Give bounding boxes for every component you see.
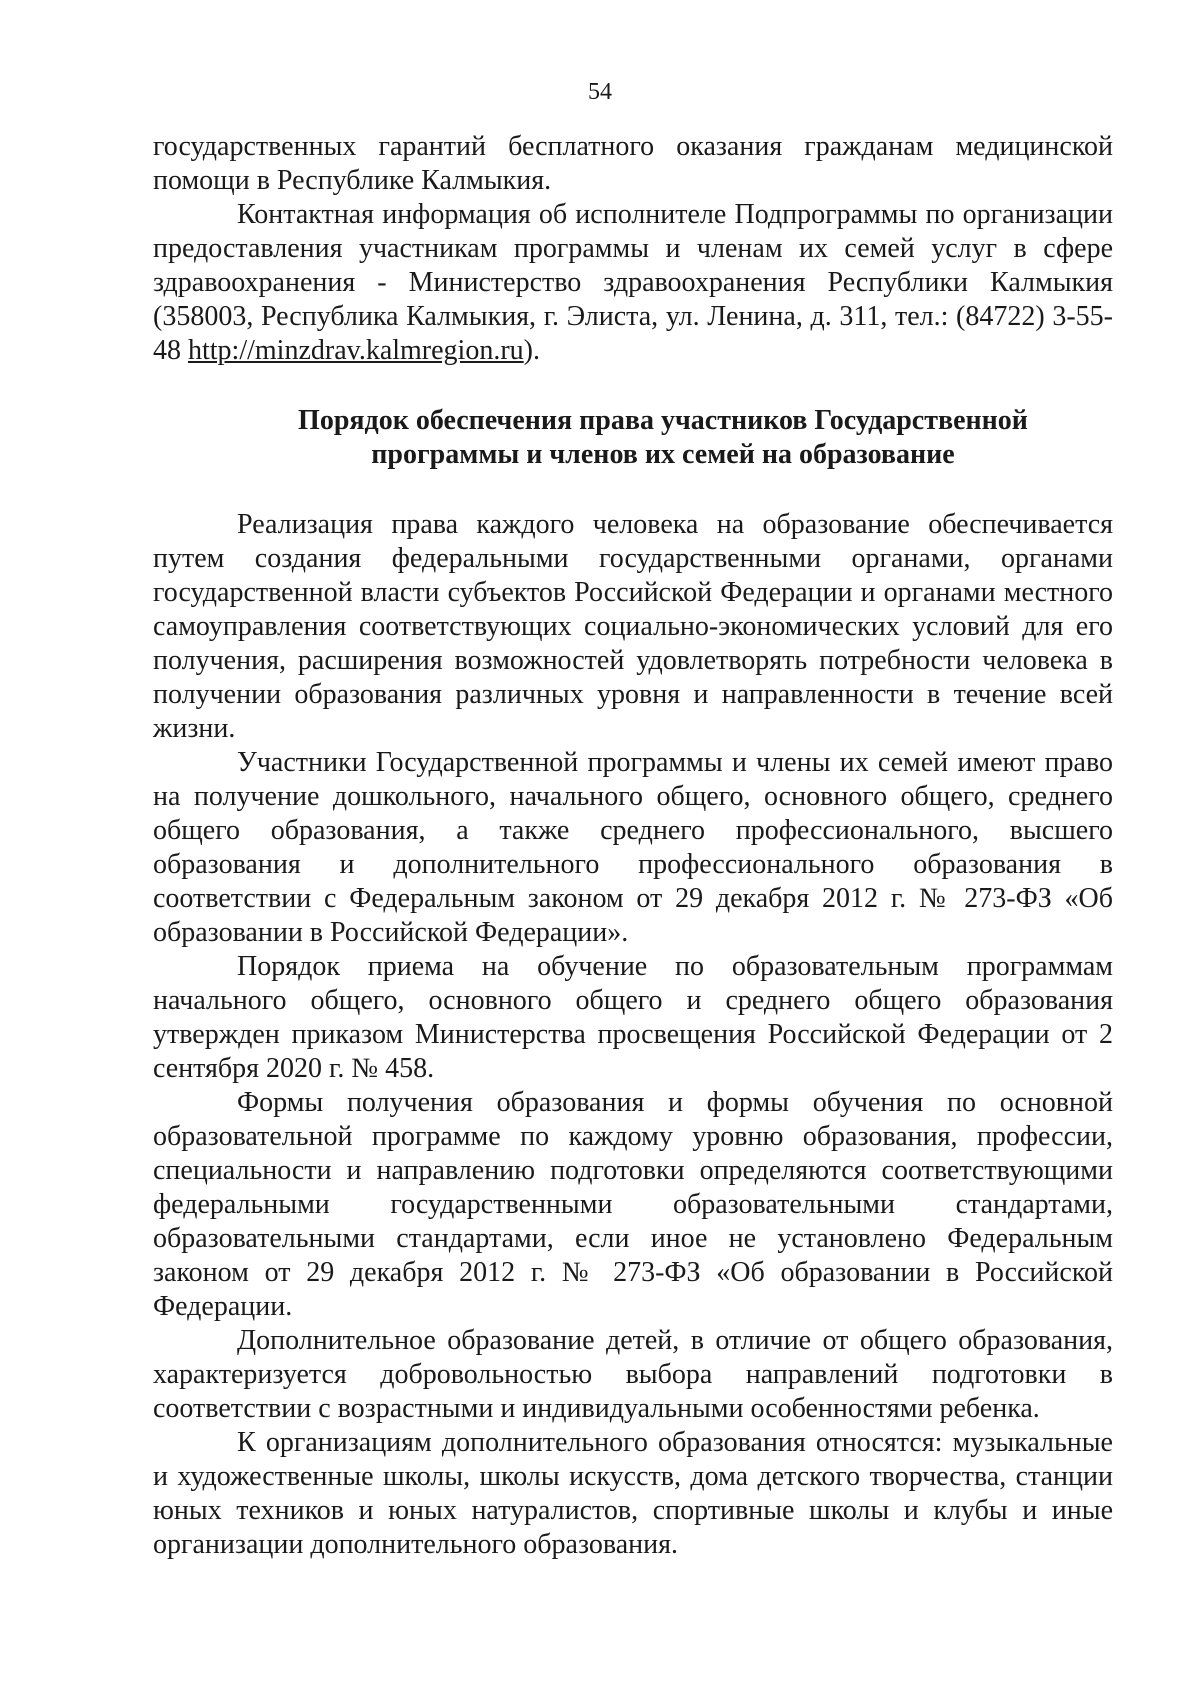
section-heading-line-1: Порядок обеспечения права участников Государственной [298, 405, 1028, 436]
contact-text: Контактная информация об исполнителе Подпрограммы по организации предоставления участникам программы и членам их семей услуг в сфере здравоохранения - Министерство здравоохранения Республики Калмыкия (358003, Республика Калмыкия, г. Элиста, ул. Ленина, д. 311, тел.: (84722) 3-55-48 [153, 199, 1113, 366]
ministry-website-link[interactable]: http://minzdrav.kalmregion.ru [188, 335, 524, 366]
section-heading-line-2: программы и членов их семей на образование [371, 439, 955, 470]
paragraph-participants-rights: Участники Государственной программы и члены их семей имеют право на получение дошкольного, начального общего, основного общего, среднего общего образования, а также среднего профессионального, высшего образования и дополнительного профессионального образования в соответствии с Федеральным законом от 29 декабря 2012 г. № 273-ФЗ «Об образовании в Российской Федерации». [153, 747, 1113, 948]
intro-continuation: государственных гарантий бесплатного оказания гражданам медицинской помощи в Республике Калмыкия. [153, 131, 1113, 196]
paragraph-additional-education-organizations: К организациям дополнительного образования относятся: музыкальные и художественные школы, школы искусств, дома детского творчества, станции юных техников и юных натуралистов, спортивные школы и клубы и иные организации дополнительного образования. [153, 1427, 1113, 1560]
page-content [153, 130, 1113, 1562]
paragraph-additional-education: Дополнительное образование детей, в отличие от общего образования, характеризуется добровольностью выбора направлений подготовки в соответствии с возрастными и индивидуальными особенностями ребенка. [153, 1325, 1113, 1424]
page-number: 54 [588, 79, 612, 105]
contact-end: ). [523, 335, 540, 366]
paragraph-forms-of-education: Формы получения образования и формы обучения по основной образовательной программе по каждому уровню образования, профессии, специальности и направлению подготовки определяются соответствующими федеральными государственными образовательными стандартами, образовательными стандартами, если иное не установлено Федеральным законом от 29 декабря 2012 г. № 273-ФЗ «Об образовании в Российской Федерации. [153, 1087, 1113, 1322]
contact-paragraph [153, 198, 1113, 368]
paragraph-admission-procedure: Порядок приема на обучение по образовательным программам начального общего, основного общего и среднего общего образования утвержден приказом Министерства просвещения Российской Федерации от 2 сентября 2020 г. № 458. [153, 951, 1113, 1084]
paragraph-right-to-education: Реализация права каждого человека на образование обеспечивается путем создания федеральными государственными органами, органами государственной власти субъектов Российской Федерации и органами местного самоуправления соответствующих социально-экономических условий для его получения, расширения возможностей удовлетворять потребности человека в получении образования различных уровня и направленности в течение всей жизни. [153, 509, 1113, 744]
section-heading [153, 404, 1063, 472]
